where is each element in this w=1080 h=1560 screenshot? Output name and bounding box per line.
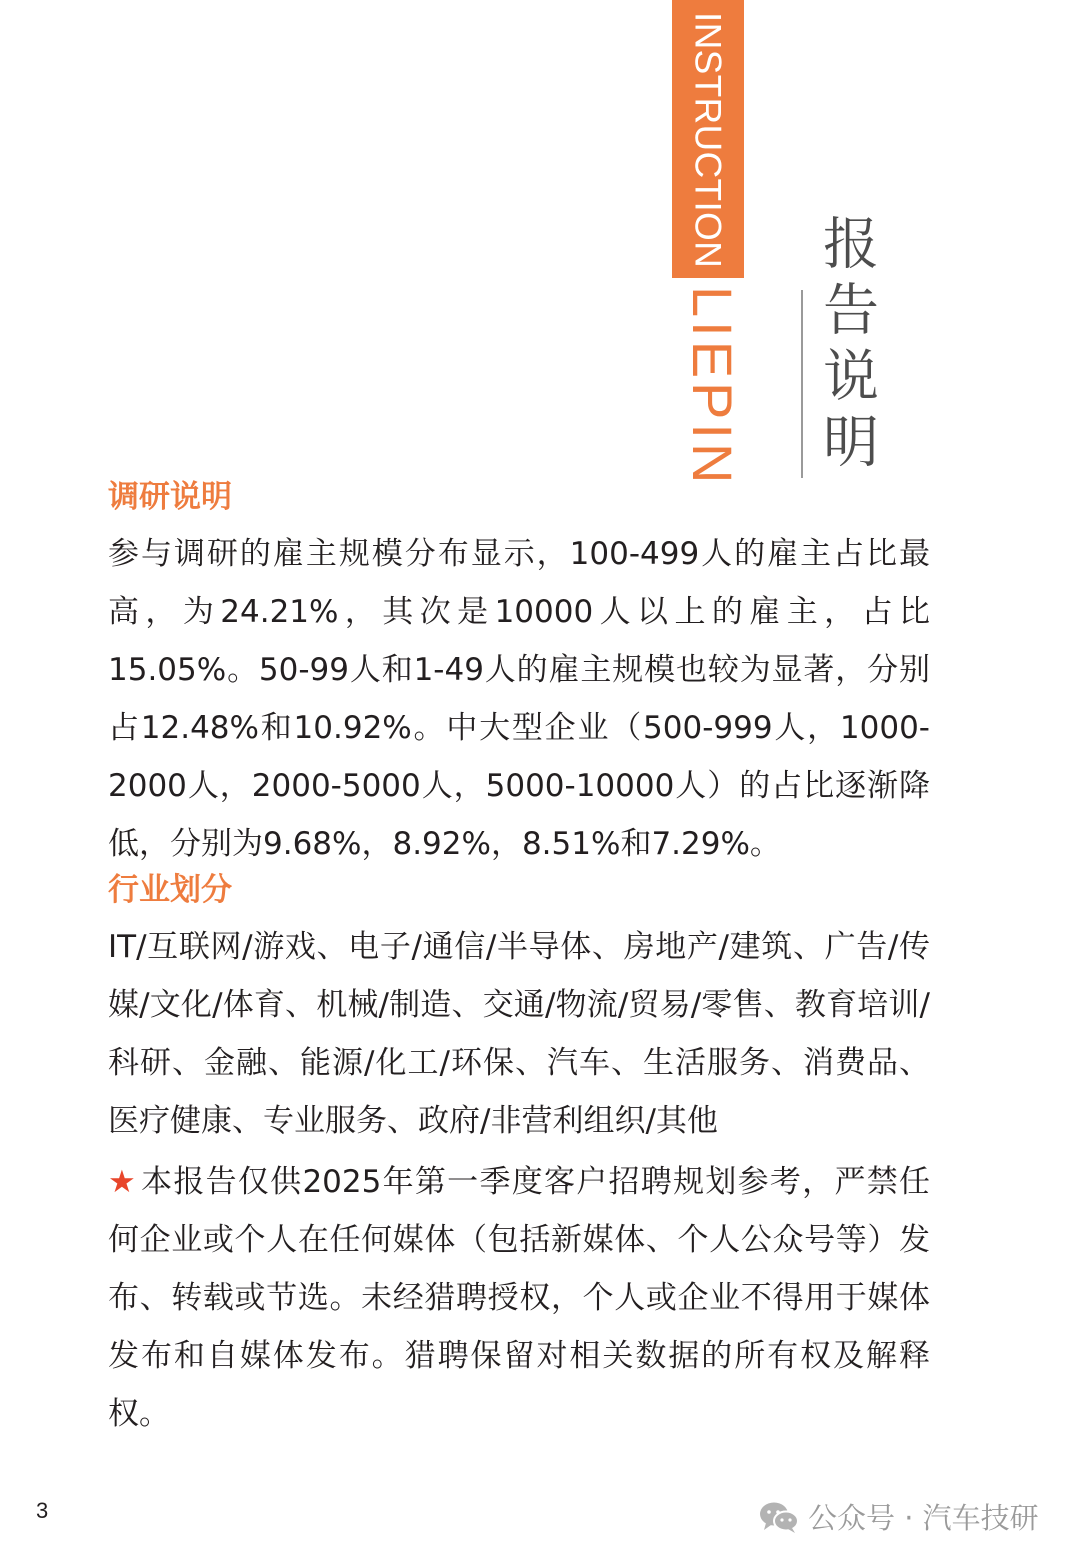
survey-description: 参与调研的雇主规模分布显示，100-499人的雇主占比最高，为24.21%，其次是10000人以上的雇主，占比15.05%。50-99人和1-49人的雇主规模也较为显著，分别占12.48%和10.92%。中大型企业（500-999人，1000-2000人，2000-5000人，5000-10000人）的占比逐渐降低，分别为9.68%，8.92%，8.51%和7.29%。 <box>108 536 930 862</box>
brand-label: LIEPIN <box>681 286 744 488</box>
section-heading-industry: 行业划分 <box>108 872 232 908</box>
disclaimer-note <box>108 1153 930 1443</box>
section-heading-survey: 调研说明 <box>108 479 232 515</box>
star-icon: ★ <box>108 1164 138 1200</box>
main-content <box>108 474 930 1443</box>
title-divider <box>801 290 803 478</box>
watermark <box>758 1496 1039 1537</box>
industry-list: IT/互联网/游戏、电子/通信/半导体、房地产/建筑、广告/传媒/文化/体育、机械/制造、交通/物流/贸易/零售、教育培训/科研、金融、能源/化工/环保、汽车、生活服务、消费品、医疗健康、专业服务、政府/非营利组织/其他 <box>108 929 930 1139</box>
disclaimer-text: 本报告仅供2025年第一季度客户招聘规划参考，严禁任何企业或个人在任何媒体（包括新媒体、个人公众号等）发布、转载或节选。未经猎聘授权，个人或企业不得用于媒体发布和自媒体发布。猎聘保留对相关数据的所有权及解释权。 <box>108 1164 931 1432</box>
watermark-text: 公众号 · 汽车技研 <box>808 1501 1039 1535</box>
wechat-icon <box>758 1500 800 1534</box>
page-number: 3 <box>36 1498 49 1523</box>
instruction-label: INSTRUCTION <box>687 12 729 269</box>
page-title: 报告说明 <box>814 214 879 478</box>
